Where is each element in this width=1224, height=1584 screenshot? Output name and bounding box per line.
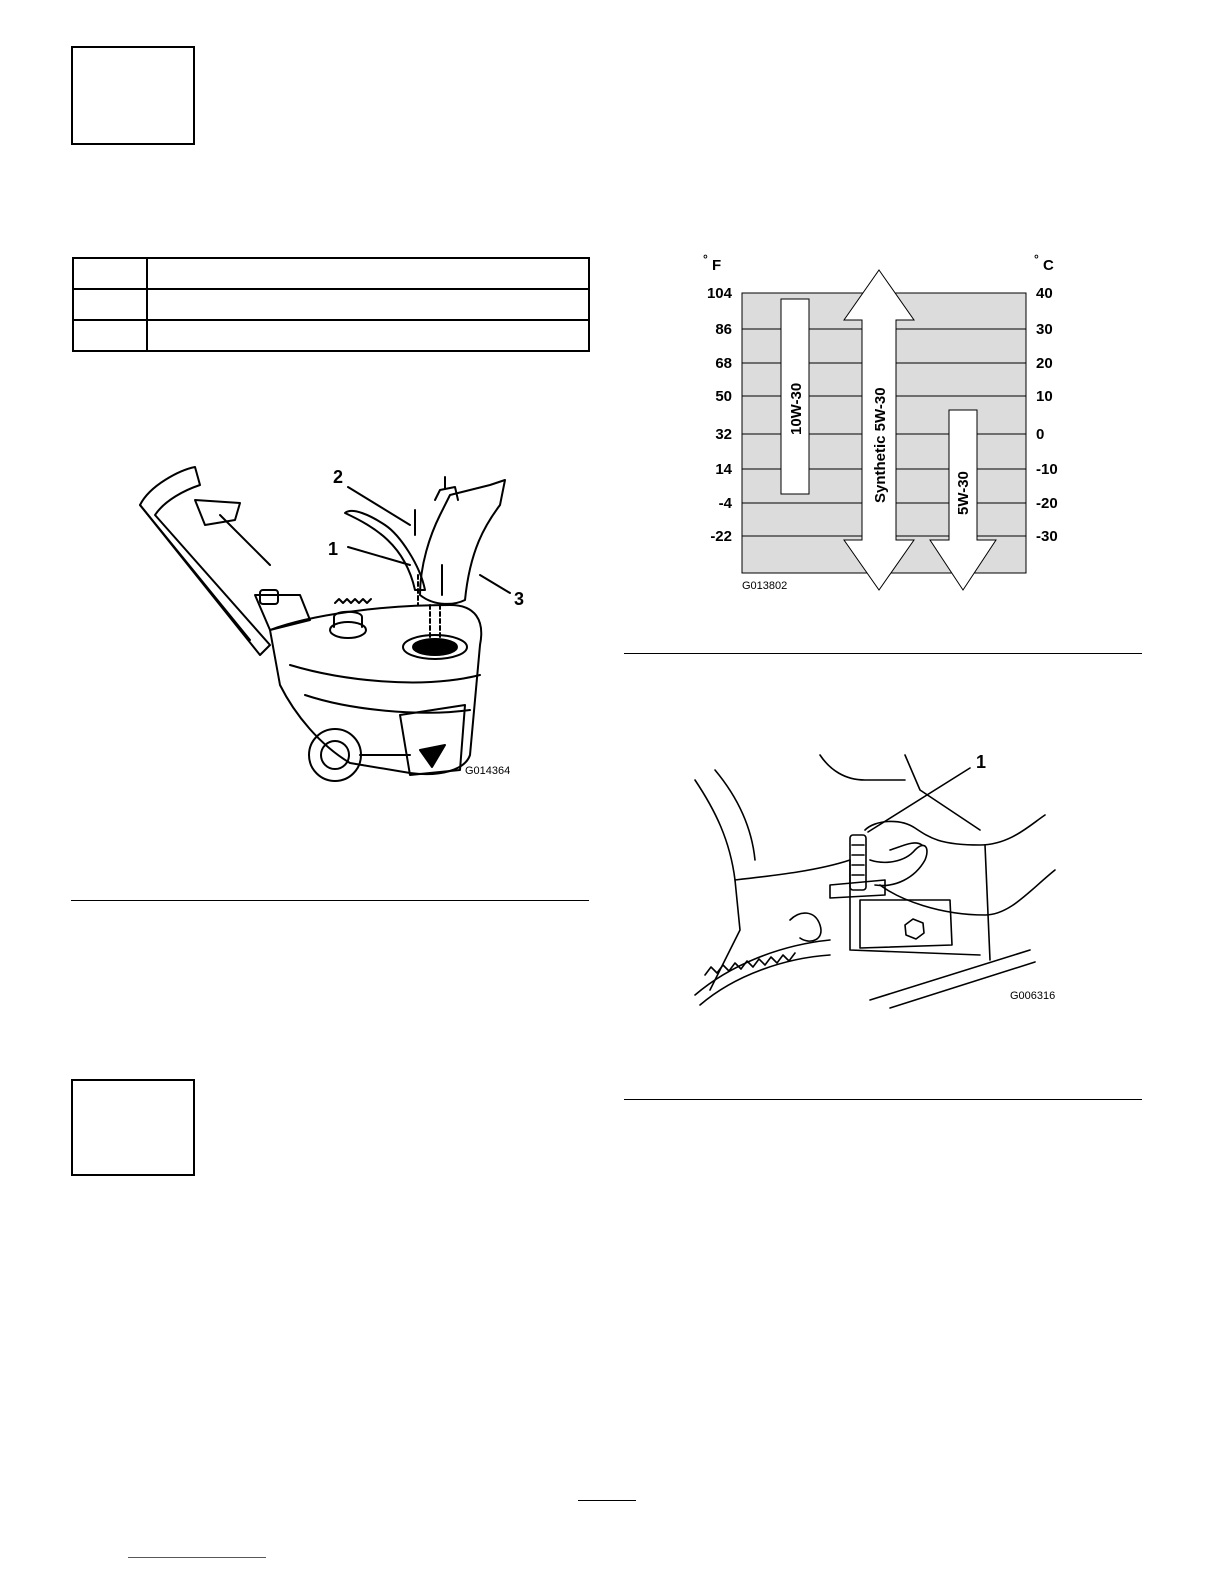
tick-label-c: 40 (1036, 285, 1053, 302)
tick-label-f: -4 (718, 495, 732, 512)
divider (624, 1099, 1142, 1100)
tick-label-c: 30 (1036, 321, 1053, 338)
parts-table (72, 257, 590, 352)
degree-f-symbol: ° (703, 252, 708, 266)
tick-label-c: -20 (1036, 495, 1058, 512)
tick-label-c: -10 (1036, 461, 1058, 478)
oil-dipstick-figure (690, 750, 1060, 1010)
unit-label-f: F (712, 257, 722, 274)
table-row (73, 320, 589, 351)
tick-label-f: -22 (710, 528, 732, 545)
degree-c-symbol: ° (1034, 252, 1039, 266)
tick-label-c: 0 (1036, 426, 1045, 443)
table-row (73, 289, 589, 320)
tick-label-f: 104 (706, 285, 732, 302)
tick-label-f: 14 (715, 461, 732, 478)
page-number-rule (578, 1500, 636, 1501)
tick-label-f: 86 (715, 321, 732, 338)
step-box-top (71, 46, 195, 145)
tick-label-c: 20 (1036, 355, 1053, 372)
callout-3: 3 (514, 589, 525, 609)
chart-figure-code: G013802 (742, 580, 788, 592)
footer-link-underline (128, 1557, 266, 1558)
unit-label-c: C (1043, 257, 1054, 274)
divider (624, 653, 1142, 654)
figure-code: G006316 (1010, 990, 1056, 1002)
oil-viscosity-chart (690, 245, 1060, 600)
step-box-bottom (71, 1079, 195, 1176)
figure-code: G014364 (465, 765, 511, 777)
tick-label-c: 10 (1036, 388, 1053, 405)
callout-2: 2 (333, 467, 344, 487)
bar-label-10w-30: 10W-30 (788, 382, 805, 435)
callout-1: 1 (976, 752, 987, 772)
divider (71, 900, 589, 901)
callout-1: 1 (328, 539, 339, 559)
tick-label-c: -30 (1036, 528, 1058, 545)
tick-label-f: 32 (715, 426, 732, 443)
bar-label-5w-30: 5W-30 (955, 471, 972, 515)
bar-label-synthetic-5w-30: Synthetic 5W-30 (872, 387, 889, 503)
snowthrower-chute-figure (120, 455, 540, 795)
tick-label-f: 50 (715, 388, 732, 405)
table-row (73, 258, 589, 289)
tick-label-f: 68 (715, 355, 732, 372)
